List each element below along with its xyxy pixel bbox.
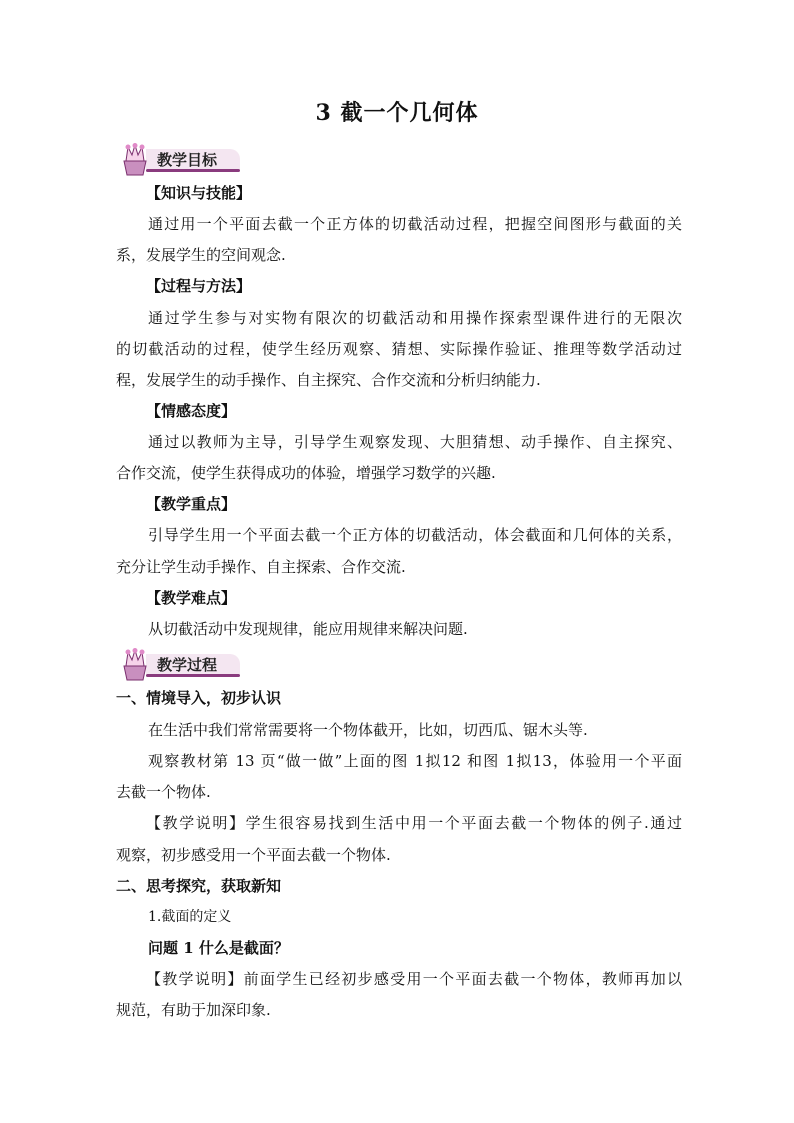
section-2-heading: 二、思考探究，获取新知 xyxy=(116,877,282,895)
knowledge-heading: 【知识与技能】 xyxy=(146,184,252,202)
section-2-note: 规范，有助于加深印象. xyxy=(116,1001,271,1019)
section-1-paragraph: 观察教材第 13 页“做一做”上面的图 1拟12 和图 1拟13，体验用一个平面 xyxy=(148,752,682,770)
section-2-item: 1.截面的定义 xyxy=(148,909,232,925)
difficulty-heading: 【教学难点】 xyxy=(146,589,237,607)
key-point-heading: 【教学重点】 xyxy=(146,495,237,513)
key-point-line: 引导学生用一个平面去截一个正方体的切截活动，体会截面和几何体的关系， xyxy=(148,526,682,544)
badge-label: 教学目标 xyxy=(157,151,218,169)
process-heading: 【过程与方法】 xyxy=(146,277,252,295)
emotion-line: 通过以教师为主导，引导学生观察发现、大胆猜想、动手操作、自主探究、 xyxy=(148,433,682,451)
section-1-note: 【教学说明】学生很容易找到生活中用一个平面去截一个物体的例子.通过 xyxy=(146,814,682,832)
emotion-heading: 【情感态度】 xyxy=(146,402,237,420)
knowledge-line: 系，发展学生的空间观念. xyxy=(116,246,286,264)
section-1-note: 观察，初步感受用一个平面去截一个物体. xyxy=(116,846,391,864)
section-1-heading: 一、情境导入，初步认识 xyxy=(116,689,282,707)
badge-label: 教学过程 xyxy=(157,656,218,674)
question-1: 问题 1 什么是截面？ xyxy=(148,939,289,957)
key-point-line: 充分让学生动手操作、自主探索、合作交流. xyxy=(116,558,406,576)
section-1-paragraph: 去截一个物体. xyxy=(116,783,211,801)
section-badge-objectives xyxy=(116,143,240,177)
emotion-line: 合作交流，使学生获得成功的体验，增强学习数学的兴趣. xyxy=(116,464,496,482)
difficulty-line: 从切截活动中发现规律，能应用规律来解决问题. xyxy=(148,620,468,638)
flower-pot-icon xyxy=(116,143,154,177)
process-line: 程，发展学生的动手操作、自主探究、合作交流和分析归纳能力. xyxy=(116,371,541,389)
process-line: 的切截活动的过程，使学生经历观察、猜想、实际操作验证、推理等数学活动过 xyxy=(116,340,682,358)
section-2-note: 【教学说明】前面学生已经初步感受用一个平面去截一个物体，教师再加以 xyxy=(146,970,682,988)
section-1-paragraph: 在生活中我们常常需要将一个物体截开，比如，切西瓜、锯木头等. xyxy=(148,721,588,739)
page-title: 3 截一个几何体 xyxy=(315,100,479,126)
process-line: 通过学生参与对实物有限次的切截活动和用操作探索型课件进行的无限次 xyxy=(148,309,682,327)
flower-pot-icon xyxy=(116,648,154,682)
knowledge-line: 通过用一个平面去截一个正方体的切截活动过程，把握空间图形与截面的关 xyxy=(148,215,682,233)
section-badge-process xyxy=(116,648,240,682)
